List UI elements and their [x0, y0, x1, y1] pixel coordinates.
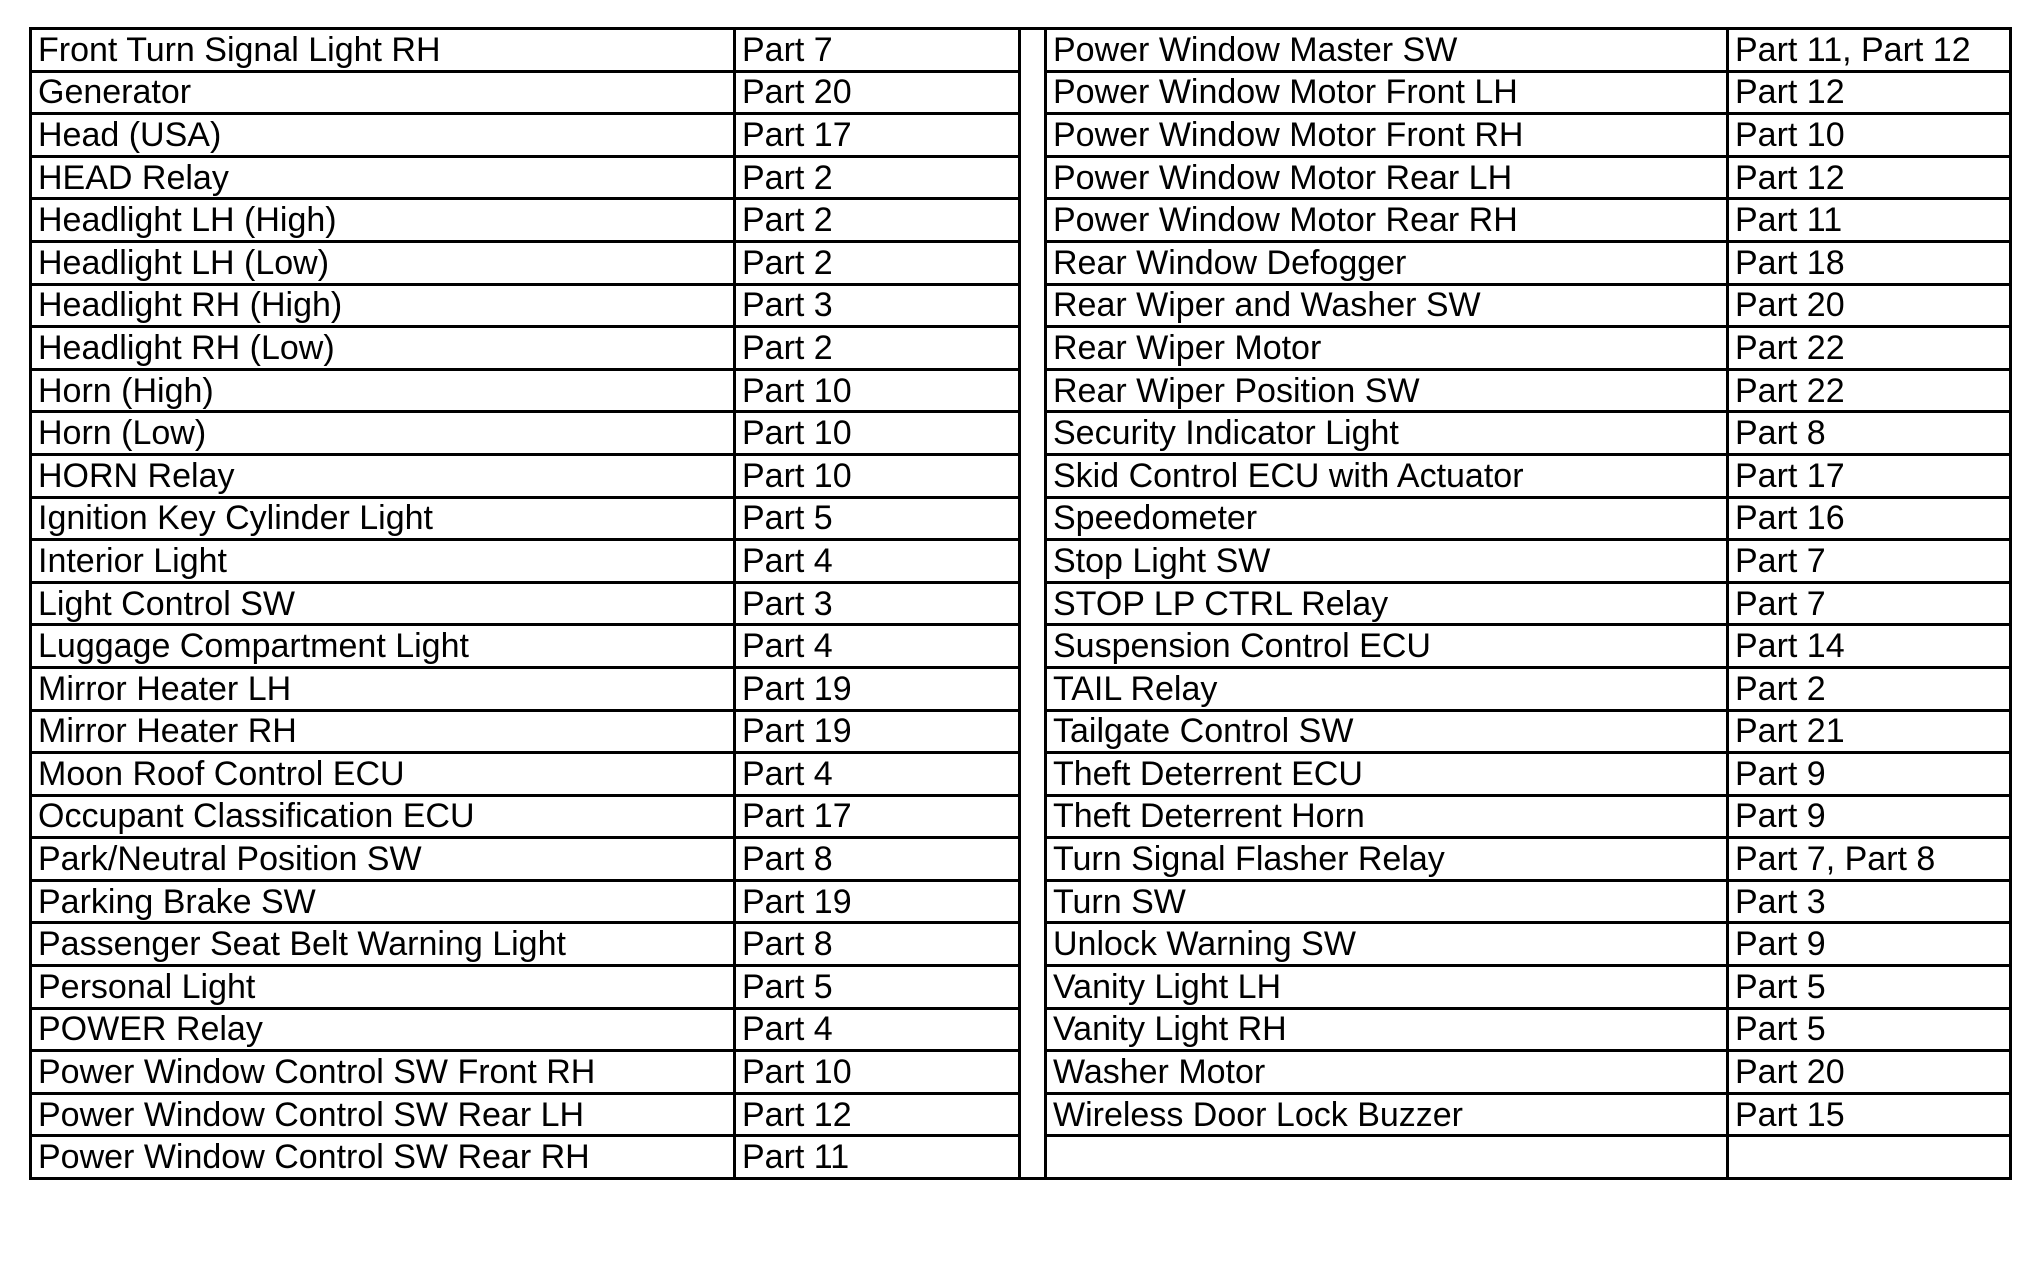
right-part-ref: Part 2 [1728, 667, 2011, 710]
left-component-name: Power Window Control SW Front RH [31, 1051, 735, 1094]
right-part-ref: Part 10 [1728, 114, 2011, 157]
left-part-ref: Part 10 [735, 454, 1020, 497]
right-part-ref: Part 9 [1728, 753, 2011, 796]
left-component-name: Park/Neutral Position SW [31, 838, 735, 881]
table-row [31, 966, 2011, 1009]
column-gap [1020, 71, 1046, 114]
right-part-ref: Part 5 [1728, 1008, 2011, 1051]
left-component-name: Personal Light [31, 966, 735, 1009]
table-row [31, 454, 2011, 497]
left-part-ref: Part 20 [735, 71, 1020, 114]
table-row [31, 114, 2011, 157]
right-component-name: Power Window Motor Rear RH [1046, 199, 1728, 242]
column-gap [1020, 114, 1046, 157]
left-part-ref: Part 3 [735, 582, 1020, 625]
left-part-ref: Part 4 [735, 753, 1020, 796]
left-component-name: Ignition Key Cylinder Light [31, 497, 735, 540]
right-component-name: Security Indicator Light [1046, 412, 1728, 455]
left-part-ref: Part 8 [735, 838, 1020, 881]
left-part-ref: Part 10 [735, 412, 1020, 455]
column-gap [1020, 966, 1046, 1009]
table-row [31, 241, 2011, 284]
right-part-ref: Part 9 [1728, 795, 2011, 838]
right-component-name [1046, 1136, 1728, 1179]
right-part-ref [1728, 1136, 2011, 1179]
left-part-ref: Part 2 [735, 327, 1020, 370]
left-part-ref: Part 19 [735, 880, 1020, 923]
column-gap [1020, 582, 1046, 625]
right-part-ref: Part 7 [1728, 582, 2011, 625]
column-gap [1020, 753, 1046, 796]
right-part-ref: Part 22 [1728, 369, 2011, 412]
component-index-body [31, 29, 2011, 1179]
table-row [31, 369, 2011, 412]
right-component-name: Suspension Control ECU [1046, 625, 1728, 668]
left-part-ref: Part 12 [735, 1093, 1020, 1136]
column-gap [1020, 497, 1046, 540]
column-gap [1020, 625, 1046, 668]
left-part-ref: Part 4 [735, 625, 1020, 668]
right-part-ref: Part 7 [1728, 540, 2011, 583]
column-gap [1020, 156, 1046, 199]
left-component-name: Front Turn Signal Light RH [31, 29, 735, 72]
left-component-name: Passenger Seat Belt Warning Light [31, 923, 735, 966]
left-component-name: Headlight LH (High) [31, 199, 735, 242]
right-component-name: TAIL Relay [1046, 667, 1728, 710]
right-component-name: STOP LP CTRL Relay [1046, 582, 1728, 625]
right-part-ref: Part 8 [1728, 412, 2011, 455]
table-row [31, 497, 2011, 540]
right-part-ref: Part 11 [1728, 199, 2011, 242]
right-part-ref: Part 18 [1728, 241, 2011, 284]
right-component-name: Vanity Light LH [1046, 966, 1728, 1009]
column-gap [1020, 284, 1046, 327]
left-component-name: Light Control SW [31, 582, 735, 625]
table-row [31, 29, 2011, 72]
right-component-name: Rear Wiper Motor [1046, 327, 1728, 370]
right-component-name: Turn Signal Flasher Relay [1046, 838, 1728, 881]
column-gap [1020, 199, 1046, 242]
right-part-ref: Part 17 [1728, 454, 2011, 497]
right-part-ref: Part 21 [1728, 710, 2011, 753]
left-component-name: Power Window Control SW Rear LH [31, 1093, 735, 1136]
table-row [31, 540, 2011, 583]
right-component-name: Speedometer [1046, 497, 1728, 540]
left-part-ref: Part 8 [735, 923, 1020, 966]
left-component-name: HEAD Relay [31, 156, 735, 199]
column-gap [1020, 29, 1046, 72]
right-part-ref: Part 7, Part 8 [1728, 838, 2011, 881]
left-part-ref: Part 4 [735, 540, 1020, 583]
table-row [31, 880, 2011, 923]
right-part-ref: Part 11, Part 12 [1728, 29, 2011, 72]
column-gap [1020, 667, 1046, 710]
table-row [31, 1008, 2011, 1051]
column-gap [1020, 923, 1046, 966]
right-part-ref: Part 20 [1728, 1051, 2011, 1094]
table-row [31, 625, 2011, 668]
left-part-ref: Part 3 [735, 284, 1020, 327]
right-component-name: Unlock Warning SW [1046, 923, 1728, 966]
left-component-name: Occupant Classification ECU [31, 795, 735, 838]
table-row [31, 1051, 2011, 1094]
right-component-name: Power Window Motor Front RH [1046, 114, 1728, 157]
table-row [31, 582, 2011, 625]
table-row [31, 838, 2011, 881]
table-row [31, 327, 2011, 370]
right-component-name: Power Window Motor Front LH [1046, 71, 1728, 114]
component-index-table [29, 27, 2012, 1180]
left-component-name: Power Window Control SW Rear RH [31, 1136, 735, 1179]
right-part-ref: Part 12 [1728, 71, 2011, 114]
left-component-name: HORN Relay [31, 454, 735, 497]
column-gap [1020, 1008, 1046, 1051]
left-part-ref: Part 11 [735, 1136, 1020, 1179]
column-gap [1020, 327, 1046, 370]
right-component-name: Power Window Master SW [1046, 29, 1728, 72]
column-gap [1020, 369, 1046, 412]
left-part-ref: Part 2 [735, 156, 1020, 199]
right-component-name: Turn SW [1046, 880, 1728, 923]
right-component-name: Theft Deterrent ECU [1046, 753, 1728, 796]
left-part-ref: Part 7 [735, 29, 1020, 72]
right-component-name: Stop Light SW [1046, 540, 1728, 583]
left-component-name: POWER Relay [31, 1008, 735, 1051]
left-part-ref: Part 17 [735, 795, 1020, 838]
column-gap [1020, 540, 1046, 583]
left-component-name: Parking Brake SW [31, 880, 735, 923]
left-component-name: Headlight RH (Low) [31, 327, 735, 370]
left-part-ref: Part 19 [735, 667, 1020, 710]
left-component-name: Mirror Heater LH [31, 667, 735, 710]
left-component-name: Generator [31, 71, 735, 114]
table-row [31, 156, 2011, 199]
right-component-name: Rear Wiper Position SW [1046, 369, 1728, 412]
table-row [31, 412, 2011, 455]
right-component-name: Vanity Light RH [1046, 1008, 1728, 1051]
table-row [31, 1093, 2011, 1136]
column-gap [1020, 1051, 1046, 1094]
column-gap [1020, 412, 1046, 455]
column-gap [1020, 710, 1046, 753]
left-component-name: Moon Roof Control ECU [31, 753, 735, 796]
left-component-name: Mirror Heater RH [31, 710, 735, 753]
table-row [31, 1136, 2011, 1179]
table-row [31, 795, 2011, 838]
left-part-ref: Part 17 [735, 114, 1020, 157]
left-part-ref: Part 2 [735, 199, 1020, 242]
table-row [31, 753, 2011, 796]
right-part-ref: Part 9 [1728, 923, 2011, 966]
right-part-ref: Part 16 [1728, 497, 2011, 540]
table-row [31, 71, 2011, 114]
column-gap [1020, 1093, 1046, 1136]
right-component-name: Rear Wiper and Washer SW [1046, 284, 1728, 327]
right-component-name: Washer Motor [1046, 1051, 1728, 1094]
table-row [31, 199, 2011, 242]
column-gap [1020, 838, 1046, 881]
right-component-name: Power Window Motor Rear LH [1046, 156, 1728, 199]
right-part-ref: Part 20 [1728, 284, 2011, 327]
right-part-ref: Part 3 [1728, 880, 2011, 923]
left-component-name: Interior Light [31, 540, 735, 583]
right-component-name: Theft Deterrent Horn [1046, 795, 1728, 838]
right-part-ref: Part 12 [1728, 156, 2011, 199]
right-part-ref: Part 15 [1728, 1093, 2011, 1136]
left-component-name: Head (USA) [31, 114, 735, 157]
column-gap [1020, 241, 1046, 284]
table-row [31, 667, 2011, 710]
right-component-name: Tailgate Control SW [1046, 710, 1728, 753]
left-part-ref: Part 19 [735, 710, 1020, 753]
left-part-ref: Part 5 [735, 497, 1020, 540]
left-part-ref: Part 4 [735, 1008, 1020, 1051]
column-gap [1020, 880, 1046, 923]
left-component-name: Headlight LH (Low) [31, 241, 735, 284]
left-component-name: Horn (Low) [31, 412, 735, 455]
right-part-ref: Part 5 [1728, 966, 2011, 1009]
left-component-name: Headlight RH (High) [31, 284, 735, 327]
table-row [31, 284, 2011, 327]
left-part-ref: Part 2 [735, 241, 1020, 284]
right-component-name: Wireless Door Lock Buzzer [1046, 1093, 1728, 1136]
column-gap [1020, 795, 1046, 838]
table-row [31, 710, 2011, 753]
left-part-ref: Part 10 [735, 1051, 1020, 1094]
table-row [31, 923, 2011, 966]
right-component-name: Skid Control ECU with Actuator [1046, 454, 1728, 497]
left-component-name: Luggage Compartment Light [31, 625, 735, 668]
right-part-ref: Part 22 [1728, 327, 2011, 370]
left-component-name: Horn (High) [31, 369, 735, 412]
column-gap [1020, 454, 1046, 497]
right-part-ref: Part 14 [1728, 625, 2011, 668]
left-part-ref: Part 5 [735, 966, 1020, 1009]
right-component-name: Rear Window Defogger [1046, 241, 1728, 284]
left-part-ref: Part 10 [735, 369, 1020, 412]
column-gap [1020, 1136, 1046, 1179]
